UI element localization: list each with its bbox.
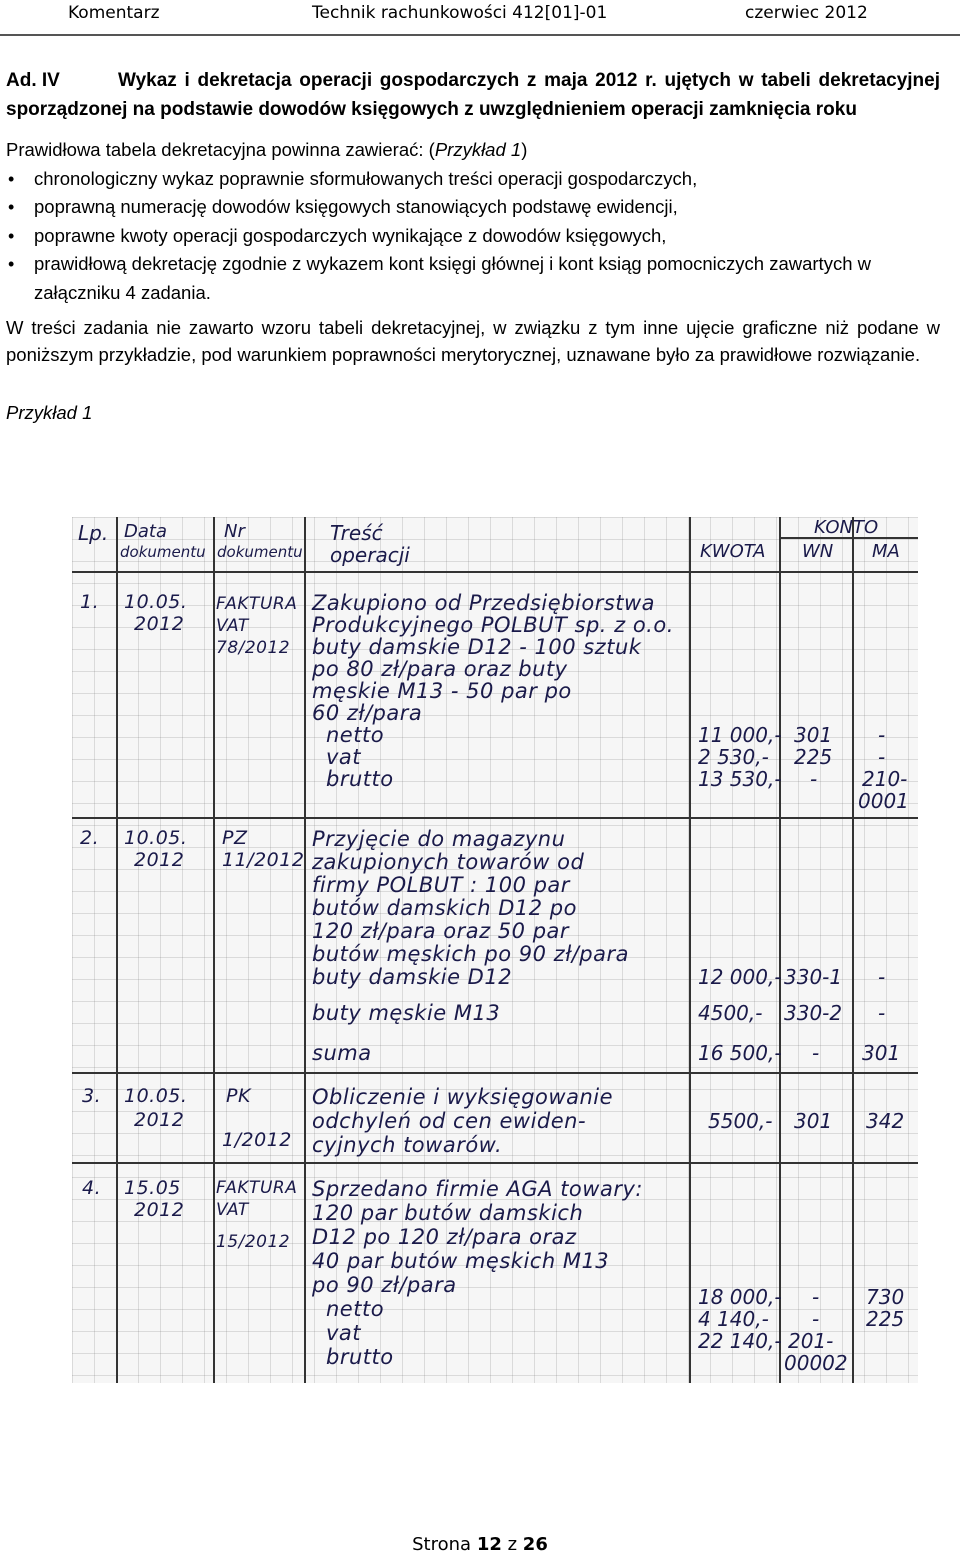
- intro-example-ref: Przykład 1: [434, 139, 522, 160]
- row2-date-1: 10.05.: [124, 827, 188, 849]
- row1-line: buty damskie D12 - 100 sztuk: [312, 635, 642, 659]
- row2-line: butów damskich D12 po: [312, 896, 577, 920]
- row1-line: męskie M13 - 50 par po: [312, 679, 572, 703]
- row2-ma: -: [878, 965, 886, 989]
- row4-line: vat: [326, 1321, 362, 1345]
- row3-ma: 342: [866, 1109, 905, 1133]
- row1-wn: -: [810, 767, 818, 791]
- row1-ma: 210-: [862, 767, 908, 791]
- header-date-1: Data: [124, 521, 167, 542]
- header-lp: Lp.: [78, 521, 109, 545]
- list-item: • poprawne kwoty operacji gospodarczych wynikające z dowodów księgowych,: [6, 222, 940, 251]
- row2-lp: 2.: [80, 827, 100, 849]
- row2-wn: 330-1: [784, 965, 843, 989]
- header-nr-2: dokumentu: [217, 543, 303, 561]
- row3-line: odchyleń od cen ewiden-: [312, 1109, 587, 1133]
- intro-text: Prawidłowa tabela dekretacyjna powinna zawierać: (: [6, 139, 435, 160]
- row2-date-2: 2012: [134, 849, 185, 871]
- row2-ma: 301: [862, 1041, 901, 1065]
- row4-doc-2: VAT: [216, 1200, 249, 1220]
- header-account: KONTO: [814, 517, 879, 538]
- row-divider: [72, 1072, 918, 1074]
- header-amount: KWOTA: [700, 541, 766, 562]
- column-divider: [689, 517, 691, 1383]
- row2-doc-1: PZ: [222, 827, 248, 849]
- row2-amount: 4500,-: [698, 1001, 763, 1025]
- header-center: Technik rachunkowości 412[01]-01: [312, 3, 608, 23]
- row4-line: netto: [326, 1297, 385, 1321]
- row1-ma: -: [878, 723, 886, 747]
- list-item: • chronologiczny wykaz poprawnie sformułowanych treści operacji gospodarczych,: [6, 165, 940, 194]
- row4-ma: 730: [866, 1285, 905, 1309]
- row4-line: 120 par butów damskich: [312, 1201, 584, 1225]
- row4-line: 40 par butów męskich M13: [312, 1249, 610, 1273]
- document-body: [6, 66, 940, 427]
- row3-doc-1: PK: [226, 1085, 251, 1107]
- row1-wn: 225: [794, 745, 833, 769]
- row4-date-1: 15.05: [124, 1177, 181, 1199]
- row2-wn: 330-2: [784, 1001, 843, 1025]
- column-divider: [304, 517, 306, 1383]
- row1-line: 60 zł/para: [312, 701, 423, 725]
- row4-lp: 4.: [82, 1177, 102, 1199]
- row2-line: zakupionych towarów od: [312, 850, 585, 874]
- row2-line: suma: [312, 1041, 372, 1065]
- task-title-text: Wykaz i dekretacja operacji gospodarczych z maja 2012 r. ujętych w tabeli dekretacyjnej sporządzonej na podstawie dowodów księgowych z uwzględnieniem operacji zamknięcia roku: [6, 70, 940, 120]
- row2-doc-2: 11/2012: [222, 849, 305, 871]
- row2-amount: 16 500,-: [698, 1041, 782, 1065]
- header-wn: WN: [802, 541, 834, 562]
- row1-line: brutto: [326, 767, 394, 791]
- column-divider: [852, 517, 854, 1383]
- row1-line: Zakupiono od Przedsiębiorstwa: [312, 591, 656, 615]
- row3-doc-2: 1/2012: [222, 1129, 292, 1151]
- column-divider: [213, 517, 215, 1383]
- row1-ma: 0001: [858, 789, 909, 813]
- page-footer: [0, 1534, 960, 1555]
- row4-amount: 18 000,-: [698, 1285, 782, 1309]
- row4-line: brutto: [326, 1345, 394, 1369]
- row1-lp: 1.: [80, 591, 100, 613]
- intro-close: ): [521, 139, 528, 160]
- row3-lp: 3.: [82, 1085, 102, 1107]
- header-nr-1: Nr: [224, 521, 245, 542]
- row4-wn: -: [812, 1285, 820, 1309]
- row-divider: [72, 817, 918, 819]
- row2-line: buty damskie D12: [312, 965, 513, 989]
- row2-line: buty męskie M13: [312, 1001, 501, 1025]
- column-divider: [116, 517, 118, 1383]
- footer-total: 26: [522, 1534, 548, 1555]
- row3-date-1: 10.05.: [124, 1085, 188, 1107]
- row3-amount: 5500,-: [708, 1109, 773, 1133]
- header-divider: [0, 34, 960, 36]
- row4-line: Sprzedano firmie AGA towary:: [312, 1177, 643, 1201]
- row1-amount: 11 000,-: [698, 723, 782, 747]
- row4-amount: 4 140,-: [698, 1307, 769, 1331]
- page-header: [0, 0, 960, 30]
- row4-date-2: 2012: [134, 1199, 185, 1221]
- footer-page: 12: [476, 1534, 502, 1555]
- header-ma: MA: [872, 541, 900, 562]
- row4-wn: 201-: [788, 1329, 834, 1353]
- explanation-paragraph: W treści zadania nie zawarto wzoru tabeli dekretacyjnej, w związku z tym inne ujęcie graficzne niż podane w poniższym przykładzie, pod warunkiem poprawności merytorycznej, uznawane było za prawidłowe rozwiązanie.: [6, 316, 940, 366]
- row2-line: butów męskich po 90 zł/para: [312, 942, 629, 966]
- header-bottom-line: [72, 571, 918, 573]
- row4-line: D12 po 120 zł/para oraz: [312, 1225, 577, 1249]
- row1-ma: -: [878, 745, 886, 769]
- row-divider: [72, 1162, 918, 1164]
- row4-doc-1: FAKTURA: [216, 1178, 298, 1198]
- row2-line: Przyjęcie do magazynu: [312, 827, 566, 851]
- column-divider: [779, 517, 781, 1383]
- row1-date-2: 2012: [134, 613, 185, 635]
- row1-line: po 80 zł/para oraz buty: [312, 657, 568, 681]
- row4-amount: 22 140,-: [698, 1329, 782, 1353]
- row2-wn: -: [812, 1041, 820, 1065]
- list-item: • poprawną numerację dowodów księgowych stanowiących podstawę ewidencji,: [6, 193, 940, 222]
- row1-date-1: 10.05.: [124, 591, 188, 613]
- row3-wn: 301: [794, 1109, 833, 1133]
- list-item: • prawidłową dekretację zgodnie z wykazem kont księgi głównej i kont ksiąg pomocniczych zawartych w załączniku 4 zadania.: [6, 250, 940, 307]
- row1-wn: 301: [794, 723, 833, 747]
- row4-line: po 90 zł/para: [312, 1273, 457, 1297]
- row2-line: firmy POLBUT : 100 par: [312, 873, 570, 897]
- row4-wn: 00002: [784, 1351, 848, 1375]
- row3-date-2: 2012: [134, 1109, 185, 1131]
- header-left: Komentarz: [68, 3, 160, 23]
- row3-line: Obliczenie i wyksięgowanie: [312, 1085, 614, 1109]
- footer-mid: z: [507, 1534, 518, 1555]
- row3-line: cyjnych towarów.: [312, 1133, 503, 1157]
- row2-line: 120 zł/para oraz 50 par: [312, 919, 570, 943]
- task-number: Ad. IV: [6, 70, 60, 91]
- row2-amount: 12 000,-: [698, 965, 782, 989]
- row1-amount: 2 530,-: [698, 745, 769, 769]
- task-title: [6, 66, 940, 124]
- row1-doc-3: 78/2012: [216, 638, 291, 658]
- handwritten-decree-table: [72, 517, 918, 1383]
- example-label: Przykład 1: [6, 401, 93, 423]
- row1-doc-1: FAKTURA: [216, 594, 298, 614]
- requirements-list: [6, 165, 940, 308]
- header-content-1: Treść: [330, 521, 383, 545]
- row2-ma: -: [878, 1001, 886, 1025]
- row4-doc-3: 15/2012: [216, 1232, 291, 1252]
- header-right: czerwiec 2012: [745, 3, 868, 23]
- row1-doc-2: VAT: [216, 616, 249, 636]
- intro-line: [6, 136, 940, 165]
- footer-prefix: Strona: [412, 1534, 472, 1555]
- row1-line: vat: [326, 745, 362, 769]
- row1-line: Produkcyjnego POLBUT sp. z o.o.: [312, 613, 674, 637]
- row4-wn: -: [812, 1307, 820, 1331]
- row1-line: netto: [326, 723, 385, 747]
- row1-amount: 13 530,-: [698, 767, 782, 791]
- header-content-2: operacji: [330, 543, 410, 567]
- header-date-2: dokumentu: [120, 543, 206, 561]
- row4-ma: 225: [866, 1307, 905, 1331]
